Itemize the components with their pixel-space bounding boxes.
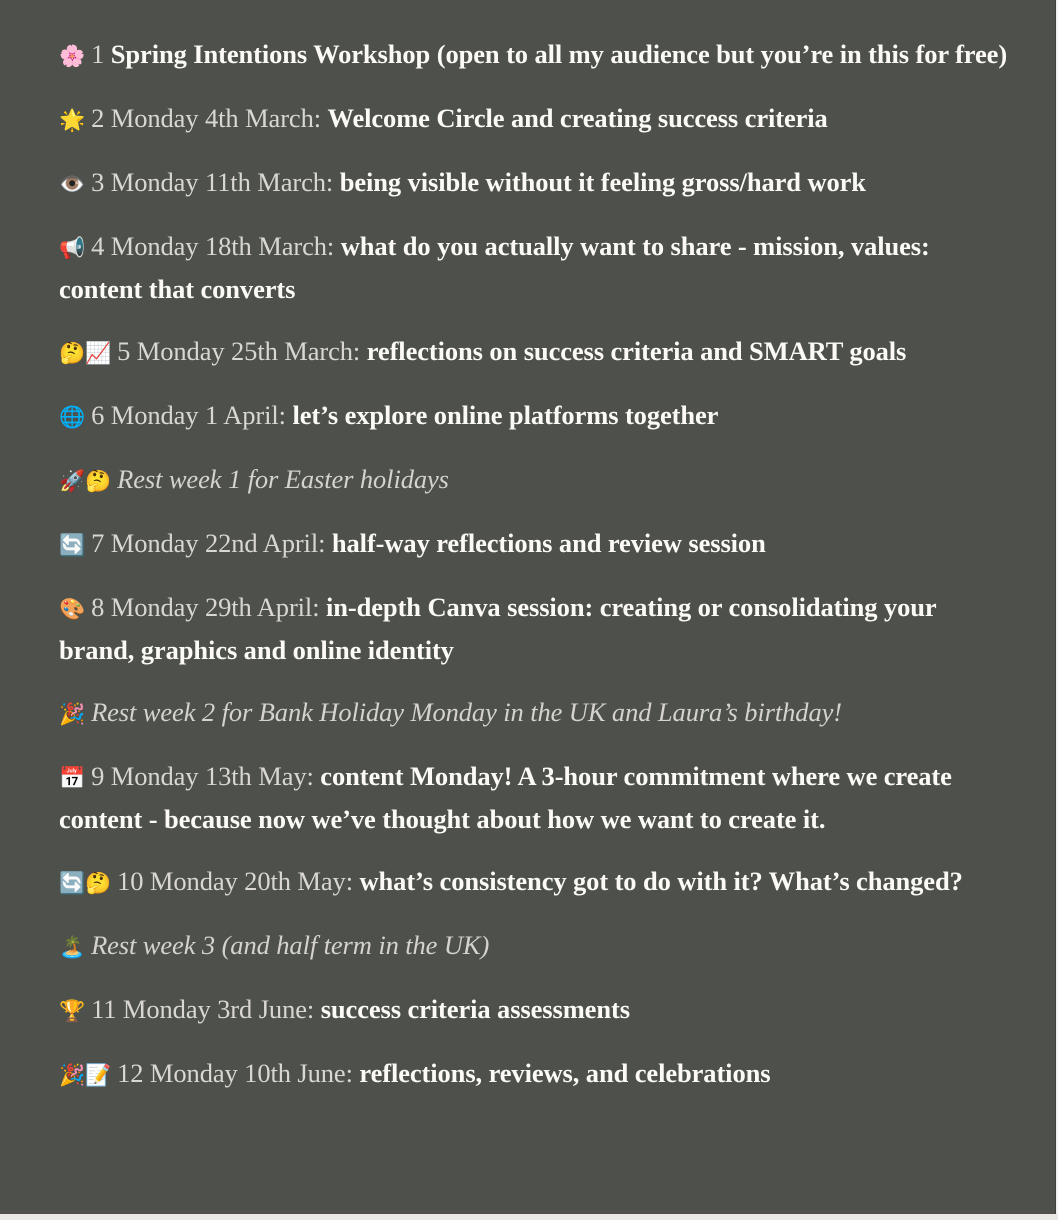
refresh-thinking-icon: 🔄🤔 xyxy=(59,871,112,895)
rest-week-note: Rest week 3 (and half term in the UK) xyxy=(91,930,490,960)
session-date: 8 Monday 29th April: xyxy=(91,592,320,622)
session-date: 11 Monday 3rd June: xyxy=(91,994,315,1024)
list-item xyxy=(59,162,1009,205)
list-item xyxy=(59,459,1009,502)
session-date: 2 Monday 4th March: xyxy=(91,103,321,133)
list-item xyxy=(59,523,1009,566)
list-item xyxy=(59,98,1009,141)
list-item xyxy=(59,756,1009,840)
thinking-chart-icon: 🤔📈 xyxy=(59,341,112,365)
eye-icon: 👁️ xyxy=(59,172,86,196)
calendar-icon: 📅 xyxy=(59,766,86,790)
session-title: Spring Intentions Workshop (open to all my audience but you’re in this for free) xyxy=(110,39,1008,69)
megaphone-icon: 📢 xyxy=(59,236,86,260)
session-title: what’s consistency got to do with it? What’s changed? xyxy=(359,866,963,896)
session-date: 12 Monday 10th June: xyxy=(117,1058,353,1088)
session-title: half-way reflections and review session xyxy=(331,528,766,558)
session-title: what do you actually want to share - mission, values: content that converts xyxy=(59,231,930,304)
session-title: Welcome Circle and creating success criteria xyxy=(327,103,828,133)
session-list xyxy=(59,34,1009,1117)
session-title: reflections, reviews, and celebrations xyxy=(359,1058,771,1088)
globe-icon: 🌐 xyxy=(59,405,86,429)
session-date: 5 Monday 25th March: xyxy=(117,336,361,366)
rest-week-note: Rest week 2 for Bank Holiday Monday in the UK and Laura’s birthday! xyxy=(91,697,842,727)
list-item xyxy=(59,925,1009,968)
list-item xyxy=(59,587,1009,671)
session-title: reflections on success criteria and SMART goals xyxy=(366,336,907,366)
list-item xyxy=(59,226,1009,310)
list-item xyxy=(59,861,1009,904)
session-date: 9 Monday 13th May: xyxy=(91,761,314,791)
session-date: 1 xyxy=(91,39,105,69)
rest-week-note: Rest week 1 for Easter holidays xyxy=(117,464,449,494)
island-icon: 🏝️ xyxy=(59,935,86,959)
list-item xyxy=(59,989,1009,1032)
session-title: being visible without it feeling gross/hard work xyxy=(339,167,866,197)
star-icon: 🌟 xyxy=(59,108,86,132)
rocket-thinking-icon: 🚀🤔 xyxy=(59,469,112,493)
list-item xyxy=(59,1053,1009,1096)
trophy-icon: 🏆 xyxy=(59,999,86,1023)
list-item xyxy=(59,395,1009,438)
session-date: 7 Monday 22nd April: xyxy=(91,528,326,558)
session-date: 3 Monday 11th March: xyxy=(91,167,334,197)
list-item xyxy=(59,34,1009,77)
session-date: 10 Monday 20th May: xyxy=(117,866,353,896)
session-date: 6 Monday 1 April: xyxy=(91,400,286,430)
list-item xyxy=(59,331,1009,374)
list-item xyxy=(59,692,1009,735)
session-title: content Monday! A 3-hour commitment where we create content - because now we’ve thought about how we want to create it. xyxy=(59,761,952,834)
party-popper-icon: 🎉 xyxy=(59,702,86,726)
palette-icon: 🎨 xyxy=(59,597,86,621)
page-bottom-edge xyxy=(0,1214,1058,1220)
session-title: success criteria assessments xyxy=(320,994,630,1024)
refresh-icon: 🔄 xyxy=(59,533,86,557)
party-memo-icon: 🎉📝 xyxy=(59,1063,112,1087)
session-title: in-depth Canva session: creating or consolidating your brand, graphics and online identity xyxy=(59,592,937,665)
session-date: 4 Monday 18th March: xyxy=(91,231,335,261)
session-title: let’s explore online platforms together xyxy=(292,400,719,430)
flower-icon: 🌸 xyxy=(59,44,86,68)
